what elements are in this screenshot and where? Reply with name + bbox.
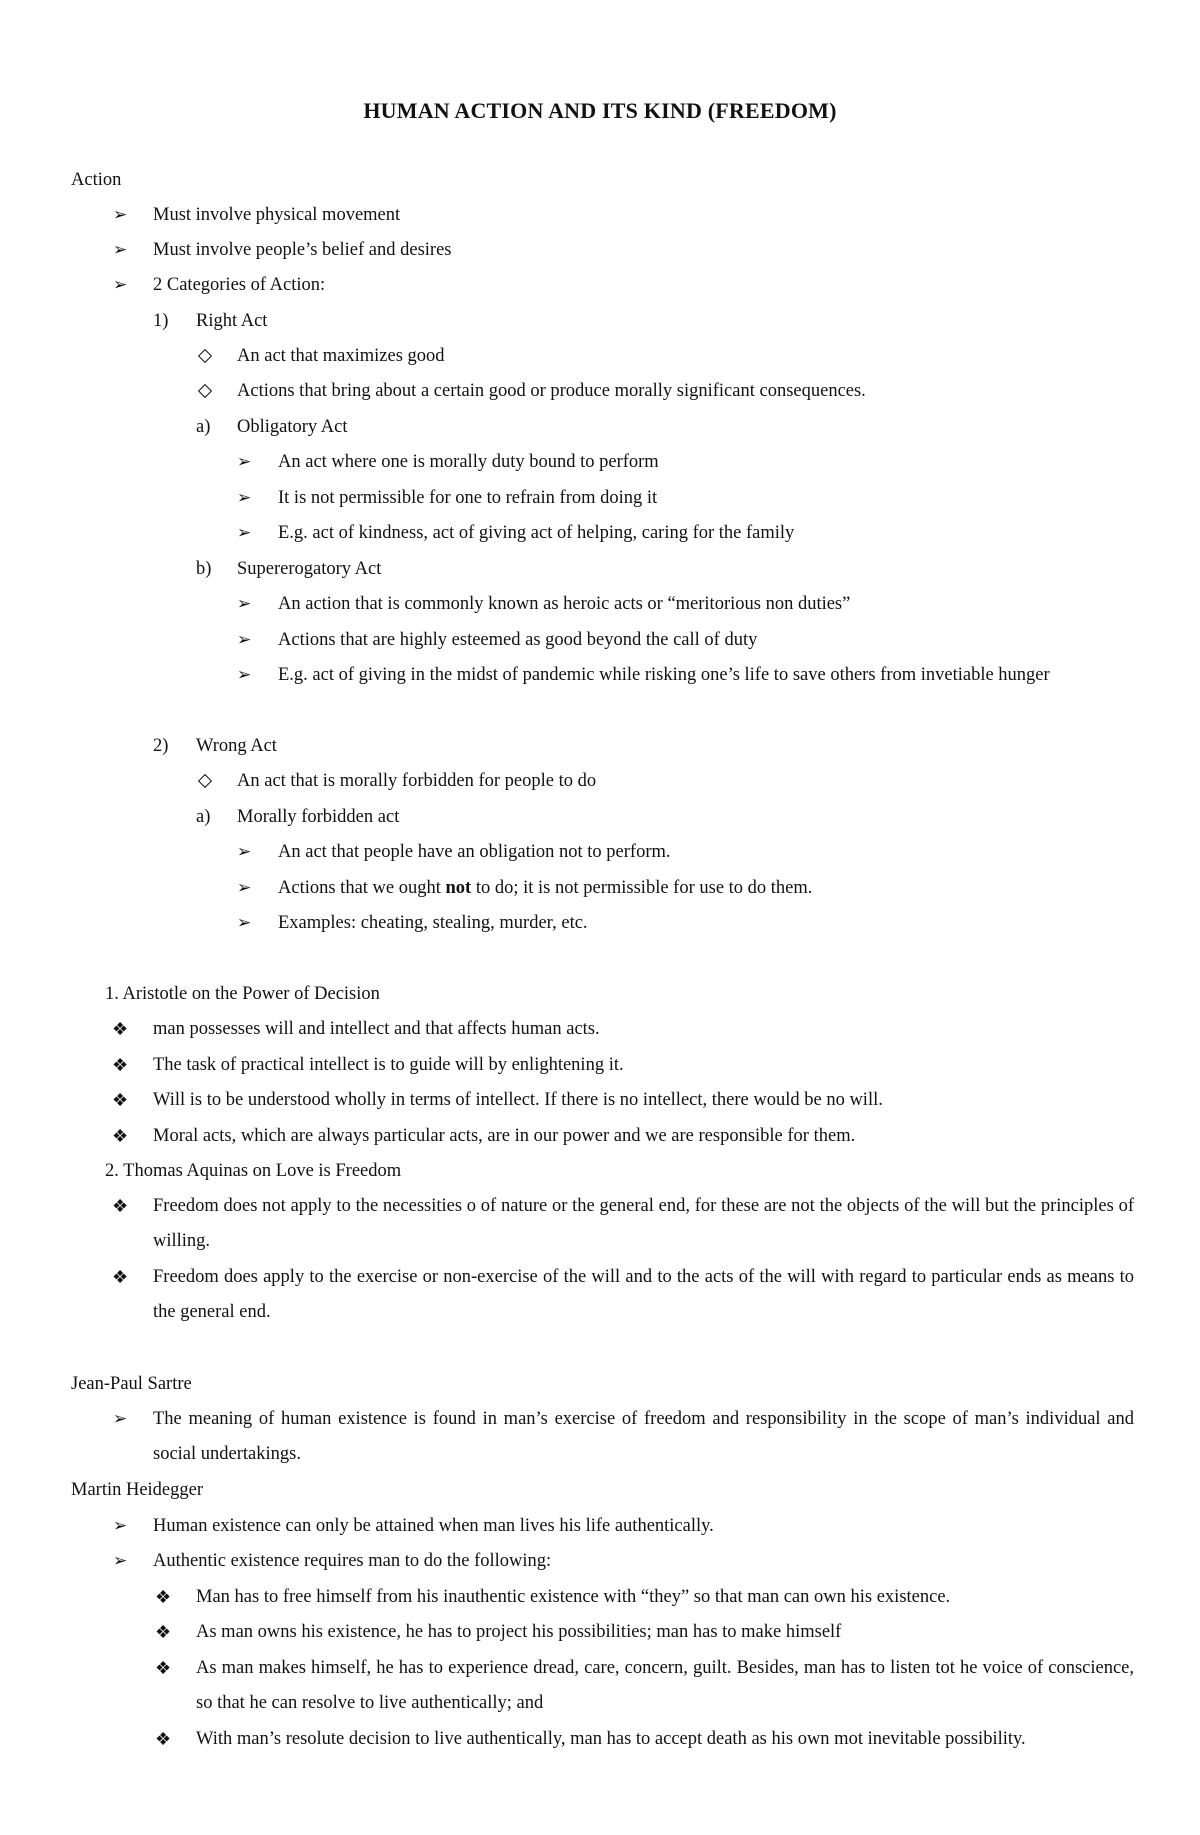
- star-bullet-icon: ❖: [112, 1090, 129, 1110]
- star-bullet-icon: ❖: [155, 1729, 172, 1749]
- list-item: An action that is commonly known as heroic acts or “meritorious non duties”: [278, 594, 851, 614]
- list-item: Will is to be understood wholly in terms of intellect. If there is no intellect, there would be no will.: [153, 1090, 883, 1110]
- list-item: Authentic existence requires man to do the following:: [153, 1551, 552, 1571]
- list-item: Human existence can only be attained when man lives his life authentically.: [153, 1516, 714, 1536]
- section-heading-sartre: Jean-Paul Sartre: [71, 1374, 192, 1394]
- emphasis-not: not: [445, 878, 472, 898]
- text-run: Actions that we ought: [278, 878, 446, 898]
- list-item: 2 Categories of Action:: [153, 275, 326, 295]
- list-number: 1): [153, 311, 169, 331]
- list-number: 2): [153, 736, 169, 756]
- arrow-bullet-icon: ➢: [237, 878, 252, 897]
- list-letter: a): [196, 417, 211, 437]
- arrow-bullet-icon: ➢: [237, 523, 252, 542]
- arrow-bullet-icon: ➢: [237, 913, 252, 932]
- list-item: Must involve people’s belief and desires: [153, 240, 452, 260]
- arrow-bullet-icon: ➢: [113, 1409, 128, 1428]
- section-heading-heidegger: Martin Heidegger: [71, 1480, 204, 1500]
- section-heading-aristotle: 1. Aristotle on the Power of Decision: [105, 984, 380, 1004]
- arrow-bullet-icon: ➢: [237, 630, 252, 649]
- arrow-bullet-icon: ➢: [113, 1551, 128, 1570]
- diamond-bullet-icon: [198, 349, 212, 363]
- star-bullet-icon: ❖: [112, 1019, 129, 1039]
- list-item: An act that is morally forbidden for people to do: [237, 771, 597, 791]
- star-bullet-icon: ❖: [112, 1267, 129, 1287]
- arrow-bullet-icon: ➢: [113, 275, 128, 294]
- list-letter: a): [196, 807, 211, 827]
- star-bullet-icon: ❖: [112, 1055, 129, 1075]
- subheading-morally-forbidden-act: Morally forbidden act: [237, 807, 400, 827]
- list-item: With man’s resolute decision to live authentically, man has to accept death as his own mot inevitable possibility.: [196, 1729, 1026, 1749]
- arrow-bullet-icon: ➢: [237, 665, 252, 684]
- diamond-bullet-icon: [198, 774, 212, 788]
- section-heading-aquinas: 2. Thomas Aquinas on Love is Freedom: [105, 1161, 402, 1181]
- list-item: Moral acts, which are always particular acts, are in our power and we are responsible for them.: [153, 1126, 856, 1146]
- arrow-bullet-icon: ➢: [113, 1516, 128, 1535]
- section-heading-action: Action: [71, 170, 122, 190]
- arrow-bullet-icon: ➢: [237, 842, 252, 861]
- list-letter: b): [196, 559, 212, 579]
- list-item: E.g. act of kindness, act of giving act of helping, caring for the family: [278, 523, 795, 543]
- list-item: Actions that bring about a certain good or produce morally significant consequences.: [237, 381, 866, 401]
- list-item: As man makes himself, he has to experience dread, care, concern, guilt. Besides, man has to listen tot he voice of conscience, so that he can resolve to live authentically; and: [196, 1658, 1134, 1714]
- list-item: An act where one is morally duty bound to perform: [278, 452, 659, 472]
- list-item: Freedom does apply to the exercise or non-exercise of the will and to the acts of the will with regard to particular ends as means to the general end.: [153, 1267, 1134, 1323]
- list-item: Examples: cheating, stealing, murder, etc.: [278, 913, 588, 933]
- list-item: Freedom does not apply to the necessities o of nature or the general end, for these are not the objects of the will but the principles of willing.: [153, 1196, 1134, 1252]
- list-item: E.g. act of giving in the midst of pandemic while risking one’s life to save others from invetiable hunger: [278, 665, 1050, 685]
- star-bullet-icon: ❖: [155, 1587, 172, 1607]
- arrow-bullet-icon: ➢: [237, 452, 252, 471]
- star-bullet-icon: ❖: [112, 1196, 129, 1216]
- list-item: An act that people have an obligation not to perform.: [278, 842, 671, 862]
- list-item: Man has to free himself from his inauthentic existence with “they” so that man can own his existence.: [196, 1587, 951, 1607]
- subheading-obligatory-act: Obligatory Act: [237, 417, 348, 437]
- list-item: Actions that are highly esteemed as good beyond the call of duty: [278, 630, 758, 650]
- list-item: [278, 874, 812, 902]
- arrow-bullet-icon: ➢: [237, 594, 252, 613]
- star-bullet-icon: ❖: [112, 1126, 129, 1146]
- document-title: HUMAN ACTION AND ITS KIND (FREEDOM): [363, 98, 837, 123]
- star-bullet-icon: ❖: [155, 1658, 172, 1678]
- subheading-wrong-act: Wrong Act: [196, 736, 277, 756]
- arrow-bullet-icon: ➢: [113, 240, 128, 259]
- list-item: It is not permissible for one to refrain from doing it: [278, 488, 658, 508]
- diamond-bullet-icon: [198, 384, 212, 398]
- text-run: to do; it is not permissible for use to do them.: [471, 878, 813, 898]
- list-item: As man owns his existence, he has to project his possibilities; man has to make himself: [196, 1622, 842, 1642]
- list-item: An act that maximizes good: [237, 346, 445, 366]
- subheading-right-act: Right Act: [196, 311, 268, 331]
- arrow-bullet-icon: ➢: [113, 205, 128, 224]
- arrow-bullet-icon: ➢: [237, 488, 252, 507]
- list-item: The task of practical intellect is to guide will by enlightening it.: [153, 1055, 624, 1075]
- star-bullet-icon: ❖: [155, 1622, 172, 1642]
- list-item: The meaning of human existence is found in man’s exercise of freedom and responsibility in the scope of man’s individual and social undertakings.: [153, 1409, 1134, 1465]
- subheading-supererogatory-act: Supererogatory Act: [237, 559, 382, 579]
- list-item: man possesses will and intellect and that affects human acts.: [153, 1019, 600, 1039]
- list-item: Must involve physical movement: [153, 205, 401, 225]
